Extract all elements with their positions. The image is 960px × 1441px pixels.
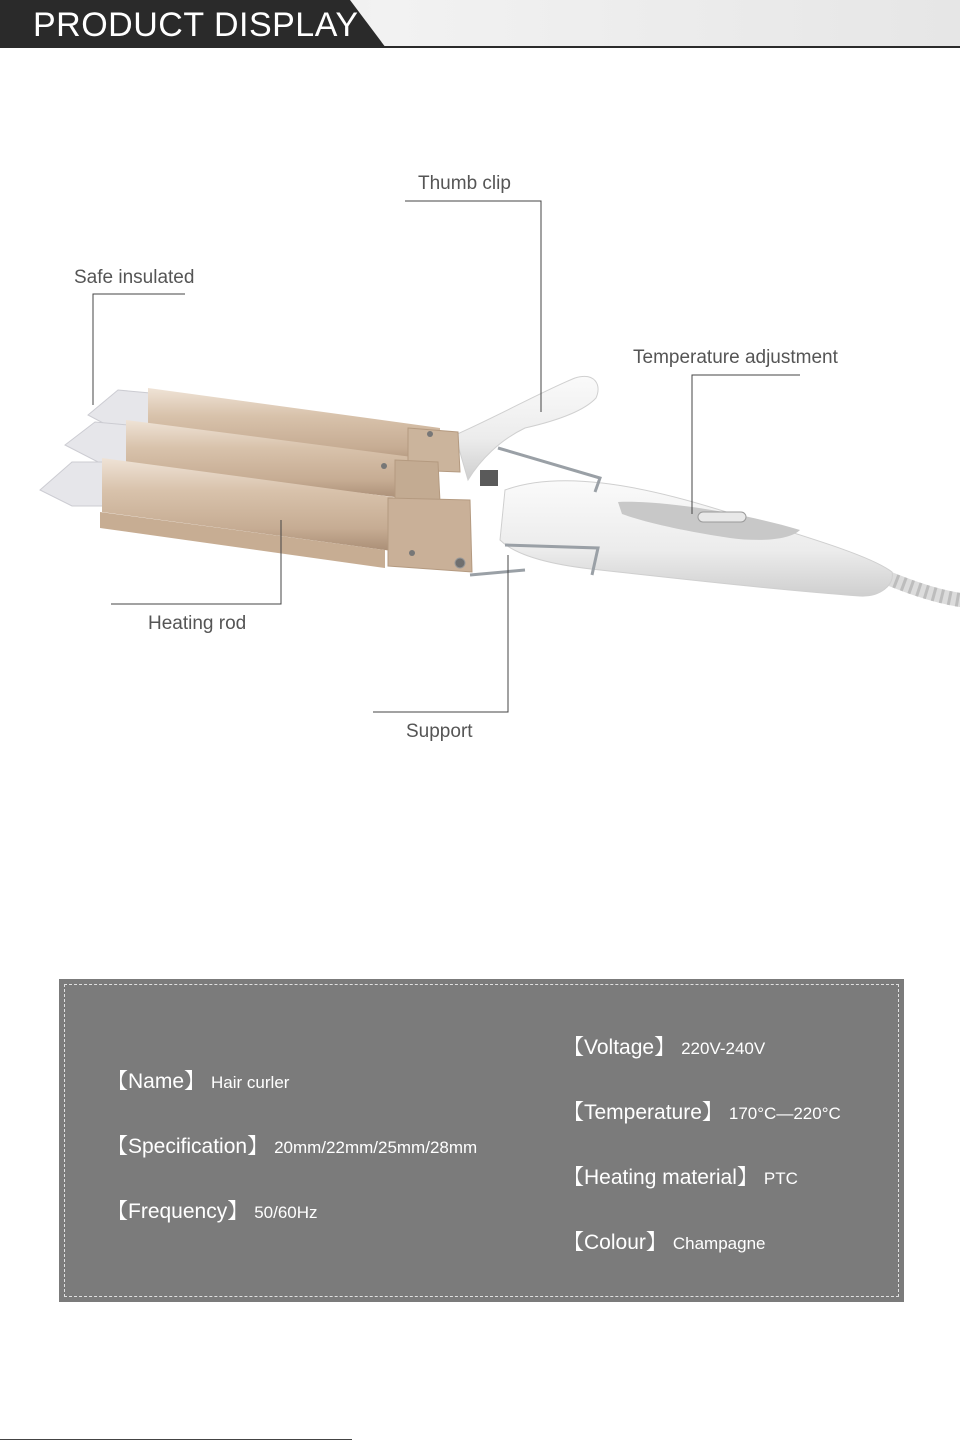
safe-tip [65,422,128,462]
spec-frequency-value: 50/60Hz [254,1203,318,1222]
spec-colour-value: Champagne [672,1234,766,1253]
spec-colour-label: 【Colour】 [563,1231,667,1254]
spec-name-label: 【Name】 [107,1070,206,1093]
spec-name-value: Hair curler [211,1073,290,1092]
callout-thumb-clip: Thumb clip [418,173,511,194]
spec-specification-label: 【Specification】 [107,1135,269,1158]
spec-temperature [563,1096,841,1126]
spec-frequency [107,1195,318,1225]
callout-heating-rod: Heating rod [148,613,247,634]
callout-safe-insulated: Safe insulated [74,267,195,288]
callout-temperature-adjustment: Temperature adjustment [633,347,838,368]
thumb-clip [455,376,598,480]
spec-colour [563,1226,766,1256]
spec-voltage [563,1031,765,1061]
barrel-cap [395,460,440,502]
spec-panel [59,979,904,1302]
section-title: PRODUCT DISPLAY [33,6,359,44]
spec-specification-value: 20mm/22mm/25mm/28mm [274,1138,478,1157]
footer-rule [0,1439,352,1440]
spec-name [107,1065,289,1095]
spec-frequency-label: 【Frequency】 [107,1200,249,1223]
handle [500,481,892,596]
spec-temperature-value: 170°C—220°C [728,1104,841,1123]
safe-tip [40,462,104,506]
spec-specification [107,1130,477,1160]
callout-support: Support [406,721,473,742]
spec-temperature-label: 【Temperature】 [563,1101,723,1124]
spec-heating-material [563,1161,798,1191]
spec-heating-material-label: 【Heating material】 [563,1166,758,1189]
spec-heating-material-value: PTC [763,1169,798,1188]
spec-voltage-label: 【Voltage】 [563,1036,676,1059]
spec-voltage-value: 220V-240V [681,1039,766,1058]
